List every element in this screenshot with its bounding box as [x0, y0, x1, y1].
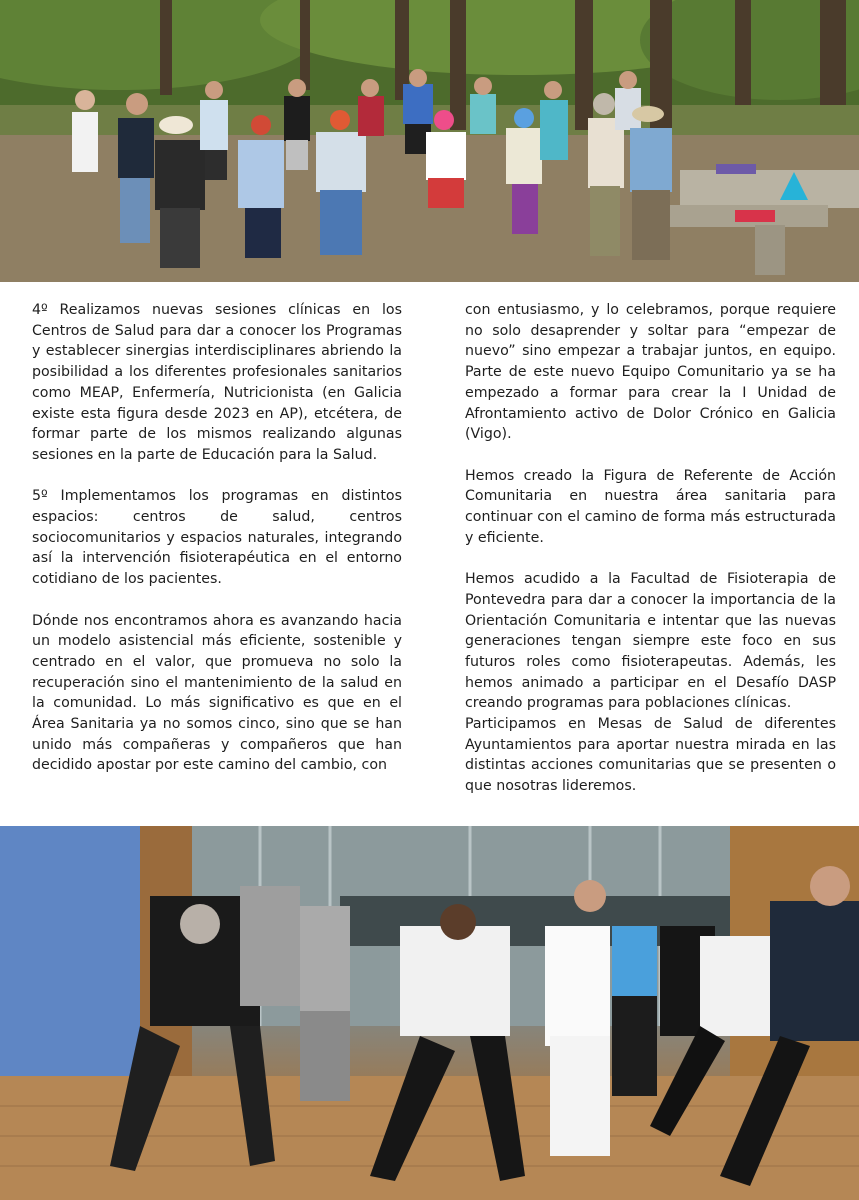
left-column	[32, 300, 402, 776]
paragraph-community-referent: Hemos creado la Figura de Referente de Acción Comunitaria en nuestra área sanitaria para continuar con el camino de forma más estructurada y eficiente.	[465, 467, 836, 546]
exercise-class-illustration	[0, 826, 859, 1200]
paragraph-spaces: 5º Implementamos los programas en distintos espacios: centros de salud, centros sociocomunitarios y espacios naturales, integrando así la intervención fisioterapéutica en el entorno cotidiano de los pacientes.	[32, 488, 402, 588]
paragraph-clinical-sessions: 4º Realizamos nuevas sesiones clínicas en los Centros de Salud para dar a conocer los Programas y establecer sinergias interdisciplinares abriendo la posibilidad a los diferentes profesionales sanitarios como MEAP, Enfermería, Nutricionista (en Galicia existe esta figura desde 2023 en AP), etcétera, de formar parte de los mismos realizando algunas sesiones en la parte de Educación para la Salud.	[32, 302, 402, 463]
paragraph-faculty: Hemos acudido a la Facultad de Fisioterapia de Pontevedra para dar a conocer la importancia de la Orientación Comunitaria e intentar que las nuevas generaciones tengan siempre este foco en sus futuros roles como fisioterapeutas. Además, les hemos animado a participar en el Desafío DASP creando programas para poblaciones clínicas.	[465, 571, 836, 712]
bottom-photo	[0, 826, 859, 1200]
top-photo	[0, 0, 859, 282]
forest-group-illustration	[0, 0, 859, 282]
paragraph-health-tables: Participamos en Mesas de Salud de diferentes Ayuntamientos para aportar nuestra mirada en las distintas acciones comunitarias que se presenten o que nosotras lideremos.	[465, 716, 836, 795]
paragraph-current-model: Dónde nos encontramos ahora es avanzando hacia un modelo asistencial más eficiente, sostenible y centrado en el valor, que promueva no solo la recuperación sino el mantenimiento de la salud en la comunidad. Lo más significativo es que en el Área Sanitaria ya no somos cinco, sino que se han unido más compañeras y compañeros que han decidido apostar por este camino del cambio, con	[32, 612, 402, 774]
right-column	[465, 300, 836, 797]
paragraph-enthusiasm: con entusiasmo, y lo celebramos, porque requiere no solo desaprender y soltar para “empezar de nuevo” sino empezar a trabajar juntos, en equipo. Parte de este nuevo Equipo Comunitario ya se ha empezado a formar para crear la I Unidad de Afrontamiento activo de Dolor Crónico en Galicia (Vigo).	[465, 302, 836, 443]
